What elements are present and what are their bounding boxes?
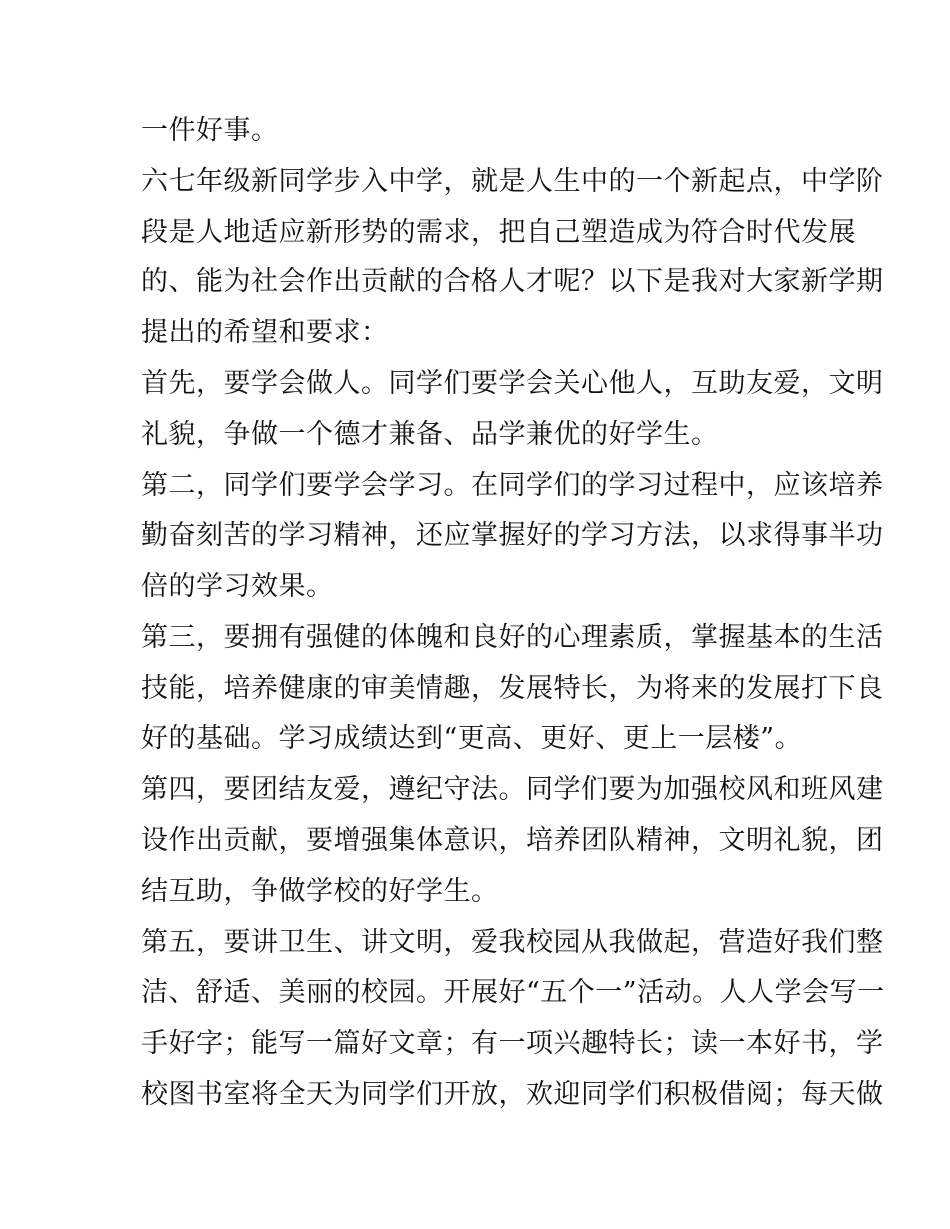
text-line: 勤奋刻苦的学习精神，还应掌握好的学习方法，以求得事半功 [141, 520, 884, 551]
text-line: 礼貌，争做一个德才兼备、品学兼优的好学生。 [141, 419, 719, 450]
text-line: 好的基础。学习成绩达到“更高、更好、更上一层楼”。 [141, 723, 803, 754]
text-line: 倍的学习效果。 [141, 571, 334, 602]
text-line: 设作出贡献，要增强集体意识，培养团队精神，文明礼貌，团 [141, 825, 884, 856]
text-line: 手好字；能写一篇好文章；有一项兴趣特长；读一本好书，学 [141, 1028, 884, 1059]
text-line: 首先，要学会做人。同学们要学会关心他人，互助友爱，文明 [141, 368, 884, 399]
text-line: 校图书室将全天为同学们开放，欢迎同学们积极借阅；每天做 [141, 1079, 884, 1110]
text-line: 第五，要讲卫生、讲文明，爱我校园从我做起，营造好我们整 [141, 927, 884, 958]
text-line: 技能，培养健康的审美情趣，发展特长，为将来的发展打下良 [141, 673, 884, 704]
text-line: 一件好事。 [141, 115, 279, 146]
text-line: 结互助，争做学校的好学生。 [141, 876, 499, 907]
text-line: 第四，要团结友爱，遵纪守法。同学们要为加强校风和班风建 [141, 774, 884, 805]
text-line: 第三，要拥有强健的体魄和良好的心理素质，掌握基本的生活 [141, 622, 884, 653]
text-line: 六七年级新同学步入中学，就是人生中的一个新起点，中学阶 [141, 166, 884, 197]
text-line: 洁、舒适、美丽的校园。开展好“五个一”活动。人人学会写一 [141, 977, 885, 1008]
text-line: 的、能为社会作出贡献的合格人才呢？以下是我对大家新学期 [141, 266, 884, 297]
text-line: 段是人地适应新形势的需求，把自己塑造成为符合时代发展 [141, 217, 856, 248]
text-line: 第二，同学们要学会学习。在同学们的学习过程中，应该培养 [141, 470, 884, 501]
text-line: 提出的希望和要求： [141, 317, 389, 348]
